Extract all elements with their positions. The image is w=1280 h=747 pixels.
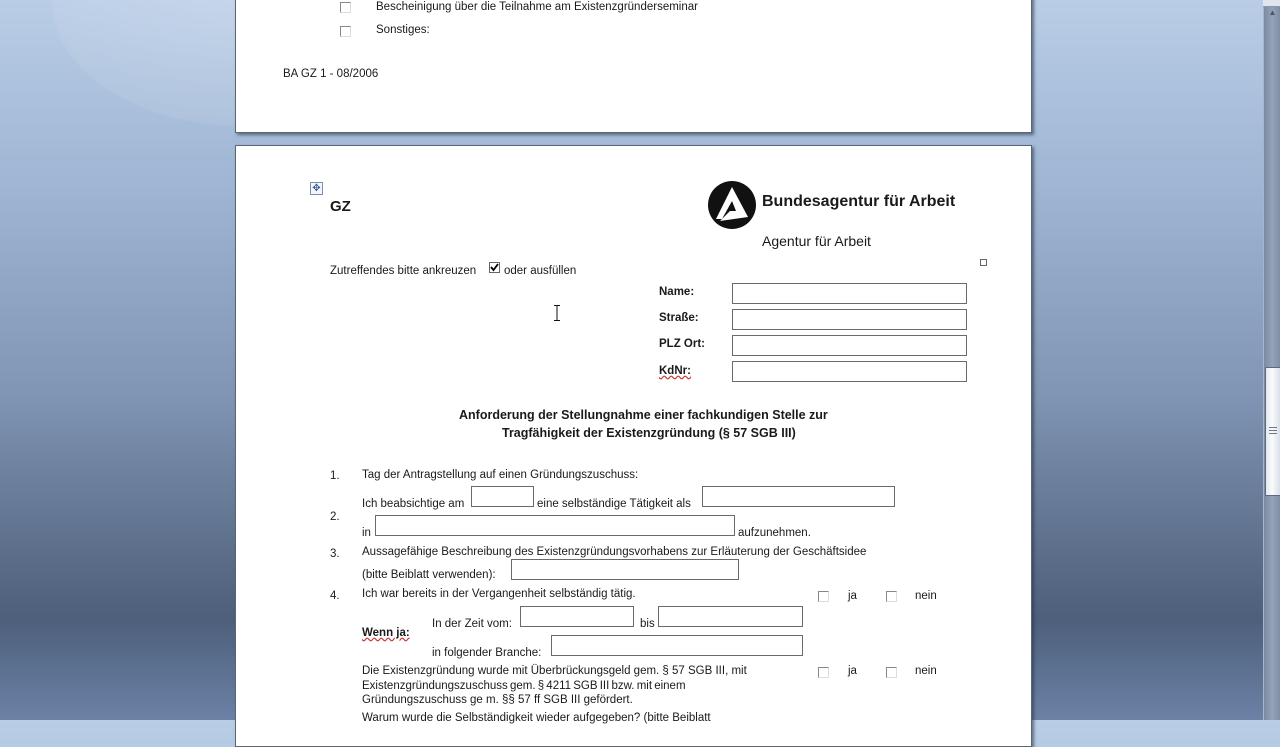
period-to-label: bis bbox=[640, 618, 655, 630]
item-3-text-b: (bitte Beiblatt verwenden): bbox=[362, 569, 496, 581]
zip-city-label: PLZ Ort: bbox=[659, 338, 705, 350]
funded-yes-label: ja bbox=[848, 665, 857, 677]
background-decoration bbox=[0, 0, 240, 160]
self-employed-yes-label: ja bbox=[848, 590, 857, 602]
item-number-2: 2. bbox=[330, 511, 340, 523]
branch-label: in folgender Branche: bbox=[432, 647, 542, 659]
footer-form-code: BA GZ 1 - 08/2006 bbox=[283, 68, 379, 80]
wenn-ja-label: Wenn ja: bbox=[362, 627, 410, 639]
scrollbar-thumb[interactable] bbox=[1265, 367, 1280, 496]
view-ruler-button[interactable] bbox=[1263, 0, 1280, 7]
grip-line bbox=[1269, 427, 1277, 428]
item-4-text: Ich war bereits in der Vergangenheit selbständig tätig. bbox=[362, 588, 636, 600]
item-2-text-c: in bbox=[362, 527, 371, 539]
customer-number-label: KdNr: bbox=[659, 365, 691, 377]
location-input[interactable] bbox=[375, 515, 735, 536]
zip-city-input[interactable] bbox=[732, 335, 967, 356]
customer-number-input[interactable] bbox=[732, 361, 967, 382]
resize-handle[interactable] bbox=[980, 259, 987, 266]
period-from-label: In der Zeit vom: bbox=[432, 618, 512, 630]
funded-yes-checkbox[interactable] bbox=[818, 667, 829, 678]
instruction-text-after: oder ausfüllen bbox=[504, 265, 577, 277]
item-3-text-a: Aussagefähige Beschreibung des Existenzgründungsvorhabens zur Erläuterung der Geschäftsidee bbox=[362, 546, 867, 558]
activity-input[interactable] bbox=[702, 486, 895, 507]
description-input[interactable] bbox=[511, 559, 739, 580]
street-label: Straße: bbox=[659, 312, 699, 324]
checkbox-seminar[interactable] bbox=[340, 2, 351, 13]
item-number-4: 4. bbox=[330, 590, 340, 602]
vertical-scrollbar[interactable] bbox=[1263, 0, 1280, 720]
funding-text-line3: Gründungszuschuss ge m. §§ 57 ff SGB III gefördert. bbox=[362, 694, 633, 706]
checkmark-icon bbox=[489, 262, 500, 273]
grip-line bbox=[1269, 433, 1277, 434]
funded-no-checkbox[interactable] bbox=[886, 667, 897, 678]
ba-logo-icon bbox=[708, 181, 756, 229]
agency-subtitle: Agentur für Arbeit bbox=[762, 233, 871, 249]
item-number-3: 3. bbox=[330, 548, 340, 560]
instruction-text-before: Zutreffendes bitte ankreuzen bbox=[330, 265, 477, 277]
checkbox-label-sonstiges: Sonstiges: bbox=[376, 24, 430, 36]
self-employed-yes-checkbox[interactable] bbox=[818, 591, 829, 602]
funding-text-line1: Die Existenzgründung wurde mit Überbrückungsgeld gem. § 57 SGB III, mit bbox=[362, 665, 747, 677]
item-2-text-b: eine selbständige Tätigkeit als bbox=[537, 498, 691, 510]
form-title-line1: Anforderung der Stellungnahme einer fachkundigen Stelle zur bbox=[459, 408, 828, 422]
move-arrows-icon[interactable]: ✥ bbox=[310, 182, 323, 195]
item-2-text-d: aufzunehmen. bbox=[738, 527, 811, 539]
branch-input[interactable] bbox=[551, 635, 803, 656]
self-employed-no-checkbox[interactable] bbox=[886, 591, 897, 602]
street-input[interactable] bbox=[732, 309, 967, 330]
agency-name: Bundesagentur für Arbeit bbox=[762, 193, 956, 210]
document-page-2[interactable] bbox=[235, 145, 1032, 747]
from-date-input[interactable] bbox=[520, 606, 634, 627]
start-date-input[interactable] bbox=[471, 486, 534, 507]
name-input[interactable] bbox=[732, 283, 967, 304]
document-page-1[interactable] bbox=[235, 0, 1032, 133]
funded-no-label: nein bbox=[915, 665, 937, 677]
name-label: Name: bbox=[659, 286, 695, 298]
grip-line bbox=[1269, 430, 1277, 431]
form-title-line2: Tragfähigkeit der Existenzgründung (§ 57 SGB III) bbox=[502, 426, 796, 440]
item-1-text: Tag der Antragstellung auf einen Gründungszuschuss: bbox=[362, 469, 639, 481]
text-cursor-icon bbox=[553, 305, 561, 321]
funding-text-line2: Existenzgründungszuschuss gem. § 4211 SGB III bzw. mit einem bbox=[362, 680, 686, 692]
why-ended-text: Warum wurde die Selbständigkeit wieder aufgegeben? (bitte Beiblatt bbox=[362, 712, 711, 724]
checkbox-label-seminar: Bescheinigung über die Teilnahme am Existenzgründerseminar bbox=[376, 1, 698, 13]
to-date-input[interactable] bbox=[658, 606, 803, 627]
item-2-text-a: Ich beabsichtige am bbox=[362, 498, 465, 510]
item-number-1: 1. bbox=[330, 470, 340, 482]
scroll-up-arrow-icon[interactable]: ▲ bbox=[1268, 8, 1277, 17]
checkbox-sonstiges[interactable] bbox=[340, 26, 351, 37]
form-code-heading: GZ bbox=[330, 198, 351, 215]
self-employed-no-label: nein bbox=[915, 590, 937, 602]
